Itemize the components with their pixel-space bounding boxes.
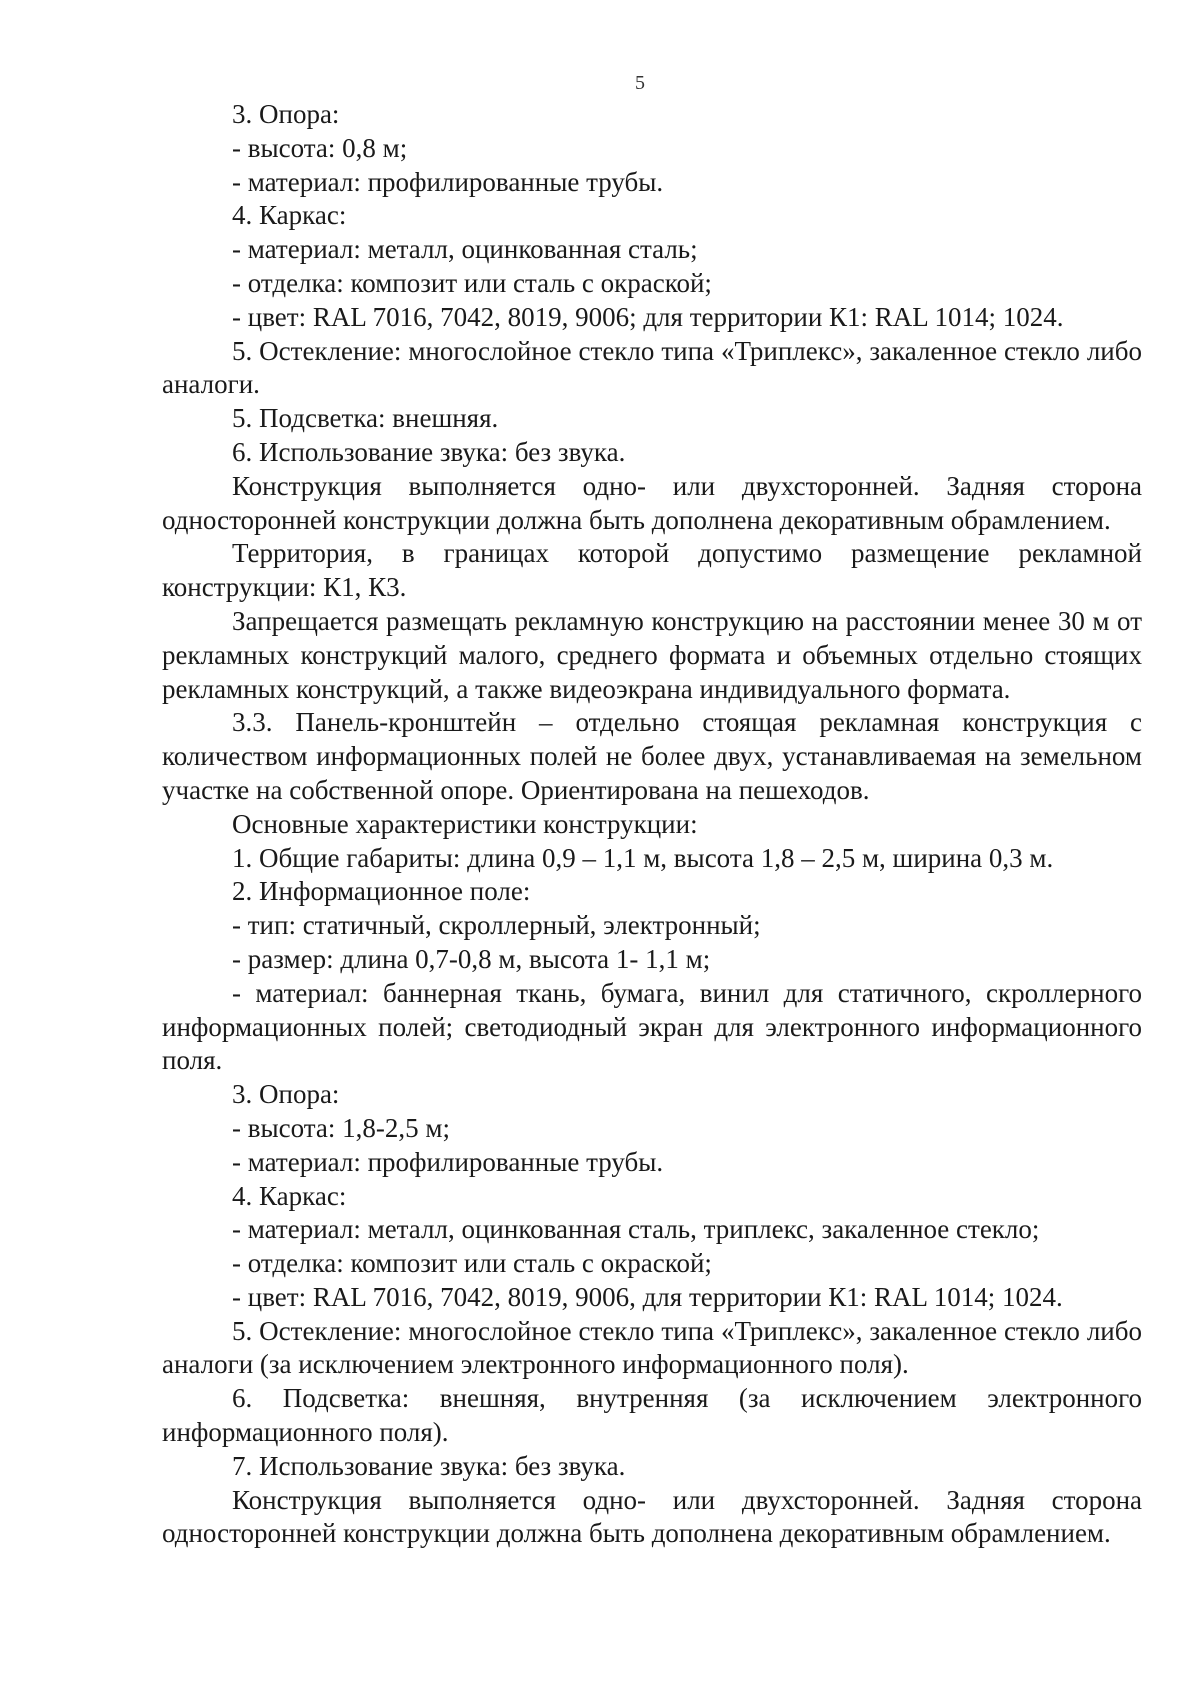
paragraph: - отделка: композит или сталь с окраской; bbox=[232, 267, 712, 298]
paragraph: - размер: длина 0,7-0,8 м, высота 1- 1,1 м; bbox=[232, 943, 711, 974]
paragraph: 3. Опора: bbox=[232, 99, 340, 129]
paragraph: 3.3. Панель-кронштейн – отдельно стоящая рекламная конструкция с количеством информационных полей не более двух, устанавливаемая на земельном участке на собственной опоре. Ориентирована на пешеходов. bbox=[162, 707, 1142, 805]
paragraph: 3. Опора: bbox=[232, 1079, 340, 1110]
paragraph: - материал: профилированные трубы. bbox=[232, 1146, 664, 1177]
paragraph: 1. Общие габариты: длина 0,9 – 1,1 м, высота 1,8 – 2,5 м, ширина 0,3 м. bbox=[232, 842, 1054, 873]
paragraph: - материал: баннерная ткань, бумага, винил для статичного, скроллерного информационных полей; светодиодный экран для электронного информационного поля. bbox=[162, 977, 1142, 1076]
paragraph: Запрещается размещать рекламную конструкцию на расстоянии менее 30 м от рекламных конструкций малого, среднего формата и объемных отдельно стоящих рекламных конструкций, а также видеоэкрана индивидуального формата. bbox=[162, 605, 1142, 704]
paragraph: - материал: профилированные трубы. bbox=[232, 166, 664, 197]
paragraph: Конструкция выполняется одно- или двухсторонней. Задняя сторона односторонней конструкции должна быть дополнена декоративным обрамлением. bbox=[162, 470, 1142, 535]
paragraph: 5. Остекление: многослойное стекло типа «Триплекс», закаленное стекло либо аналоги. bbox=[162, 335, 1142, 400]
paragraph: - отделка: композит или сталь с окраской; bbox=[232, 1248, 712, 1279]
paragraph: 5. Остекление: многослойное стекло типа «Триплекс», закаленное стекло либо аналоги (за исключением электронного информационного поля). bbox=[162, 1315, 1142, 1380]
paragraph: Основные характеристики конструкции: bbox=[232, 808, 698, 839]
paragraph: - материал: металл, оцинкованная сталь; bbox=[232, 234, 698, 265]
paragraph: - тип: статичный, скроллерный, электронный; bbox=[232, 910, 761, 941]
paragraph: 6. Подсветка: внешняя, внутренняя (за исключением электронного информационного поля). bbox=[162, 1383, 1142, 1448]
paragraph: - высота: 0,8 м; bbox=[232, 132, 408, 163]
paragraph: - цвет: RAL 7016, 7042, 8019, 9006, для территории К1: RAL 1014; 1024. bbox=[232, 1281, 1063, 1312]
paragraph: 7. Использование звука: без звука. bbox=[232, 1450, 626, 1481]
paragraph: 5. Подсветка: внешняя. bbox=[232, 403, 499, 434]
document-body bbox=[162, 98, 1142, 1551]
paragraph: - цвет: RAL 7016, 7042, 8019, 9006; для территории К1: RAL 1014; 1024. bbox=[232, 301, 1064, 332]
paragraph: 4. Каркас: bbox=[232, 200, 347, 231]
paragraph: 2. Информационное поле: bbox=[232, 876, 531, 907]
paragraph: - высота: 1,8-2,5 м; bbox=[232, 1112, 450, 1143]
paragraph: - материал: металл, оцинкованная сталь, триплекс, закаленное стекло; bbox=[232, 1214, 1040, 1245]
paragraph: 4. Каркас: bbox=[232, 1180, 347, 1211]
paragraph: 6. Использование звука: без звука. bbox=[232, 436, 626, 467]
paragraph: Территория, в границах которой допустимо размещение рекламной конструкции: К1, К3. bbox=[162, 538, 1142, 603]
page-number: 5 bbox=[635, 72, 645, 94]
paragraph: Конструкция выполняется одно- или двухсторонней. Задняя сторона односторонней конструкции должна быть дополнена декоративным обрамлением. bbox=[162, 1484, 1142, 1549]
